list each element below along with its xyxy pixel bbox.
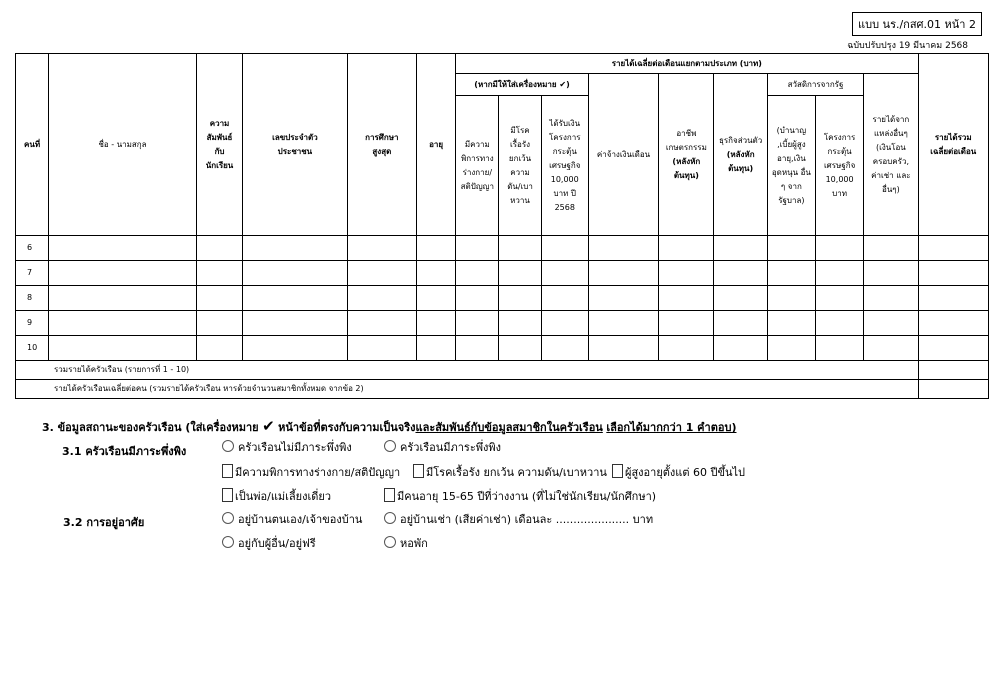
checkbox-icon[interactable] xyxy=(222,488,233,502)
option-no-dependents[interactable]: ครัวเรือนไม่มีภาระพึ่งพิง xyxy=(222,438,352,456)
row-number: 6 xyxy=(16,236,49,261)
radio-icon[interactable] xyxy=(384,536,396,548)
col-total-income: รายได้รวมเฉลี่ยต่อเดือน xyxy=(918,54,988,236)
option-own-house[interactable]: อยู่บ้านตนเอง/เจ้าของบ้าน xyxy=(222,510,362,528)
household-total-label: รวมรายได้ครัวเรือน (รายการที่ 1 - 10) xyxy=(16,361,919,380)
checkbox-icon[interactable] xyxy=(413,464,424,478)
option-disability[interactable]: มีความพิการทางร่างกาย/สติปัญญา xyxy=(222,463,400,481)
per-capita-row xyxy=(16,380,989,399)
household-total-row xyxy=(16,361,989,380)
option-single-parent[interactable]: เป็นพ่อ/แม่เลี้ยงเดี่ยว xyxy=(222,487,331,505)
section-3-title xyxy=(42,417,736,436)
table-row xyxy=(16,336,989,361)
col-business-note: (หลังหักต้นทุน) xyxy=(726,149,755,173)
radio-icon[interactable] xyxy=(222,536,234,548)
row-number: 7 xyxy=(16,261,49,286)
check-mark-icon: ✔ xyxy=(262,417,275,435)
col-disability: มีความพิการทางร่างกาย/สติปัญญา xyxy=(456,96,499,236)
section-3-title-a: 3. ข้อมูลสถานะของครัวเรือน (ใส่เครื่องหมาย xyxy=(42,421,259,434)
per-capita-value[interactable] xyxy=(918,380,988,399)
table-row xyxy=(16,286,989,311)
option-has-dependents[interactable]: ครัวเรือนมีภาระพึ่งพิง xyxy=(384,438,501,456)
col-chronic-disease: มีโรคเรื้อรัง ยกเว้นความดัน/เบาหวาน xyxy=(499,96,541,236)
col-age: อายุ xyxy=(417,54,456,236)
table-row xyxy=(16,261,989,286)
income-group-header: รายได้เฉลี่ยต่อเดือนแยกตามประเภท (บาท) xyxy=(456,54,918,74)
household-total-value[interactable] xyxy=(918,361,988,380)
option-chronic-disease[interactable]: มีโรคเรื้อรัง ยกเว้น ความดัน/เบาหวาน xyxy=(413,463,607,481)
option-elderly[interactable]: ผู้สูงอายุตั้งแต่ 60 ปีขึ้นไป xyxy=(612,463,745,481)
col-education: การศึกษาสูงสุด xyxy=(347,54,416,236)
col-pension: (บำนาญ ,เบี้ยผู้สูงอายุ,เงินอุดหนุน อื่น ๆ จากรัฐบาล) xyxy=(767,96,815,236)
section-3-title-d: เลือกได้มากกว่า 1 คำตอบ) xyxy=(606,421,737,434)
per-capita-label: รายได้ครัวเรือนเฉลี่ยต่อคน (รวมรายได้ครัวเรือน หารด้วยจำนวนสมาชิกทั้งหมด จากข้อ 2) xyxy=(16,380,919,399)
col-person-no: คนที่ xyxy=(16,54,49,236)
table-row xyxy=(16,311,989,336)
row-number: 9 xyxy=(16,311,49,336)
checkbox-icon[interactable] xyxy=(612,464,623,478)
section-3-title-c: และสัมพันธ์กับข้อมูลสมาชิกในครัวเรือน xyxy=(415,421,603,434)
col-national-id: เลขประจำตัวประชาชน xyxy=(243,54,348,236)
welfare-group-header: สวัสดิการจากรัฐ xyxy=(767,74,863,96)
form-code: แบบ นร./กสศ.01 หน้า 2 xyxy=(852,12,982,36)
checkbox-icon[interactable] xyxy=(384,488,395,502)
q32-label: 3.2 การอยู่อาศัย xyxy=(63,516,145,529)
col-stimulus-project: โครงการกระตุ้นเศรษฐกิจ 10,000 บาท xyxy=(815,96,863,236)
option-rent-house[interactable]: อยู่บ้านเช่า (เสียค่าเช่า) เดือนละ ..................... บาท xyxy=(384,510,653,528)
revision-date: ฉบับปรับปรุง 19 มีนาคม 2568 xyxy=(847,41,968,51)
radio-icon[interactable] xyxy=(222,440,234,452)
col-agriculture-label: อาชีพเกษตรกรรม xyxy=(665,128,707,152)
col-business xyxy=(714,74,767,236)
row-number: 8 xyxy=(16,286,49,311)
option-live-with-others[interactable]: อยู่กับผู้อื่น/อยู่ฟรี xyxy=(222,534,316,552)
col-name: ชื่อ - นามสกุล xyxy=(49,54,197,236)
col-other-income: รายได้จากแหล่งอื่นๆ (เงินโอนครอบครัว, ค่าเช่า และอื่นๆ) xyxy=(864,74,918,236)
col-relation: ความสัมพันธ์กับนักเรียน xyxy=(196,54,242,236)
row-number: 10 xyxy=(16,336,49,361)
col-wage: ค่าจ้างเงินเดือน xyxy=(588,74,658,236)
option-dormitory[interactable]: หอพัก xyxy=(384,534,428,552)
household-income-table xyxy=(15,53,989,399)
col-stimulus-received: ได้รับเงินโครงการกระตุ้นเศรษฐกิจ 10,000 บาท ปี 2568 xyxy=(541,96,588,236)
radio-icon[interactable] xyxy=(384,440,396,452)
checkbox-icon[interactable] xyxy=(222,464,233,478)
col-agriculture-note: (หลังหักต้นทุน) xyxy=(672,156,701,180)
radio-icon[interactable] xyxy=(222,512,234,524)
q31-label: 3.1 ครัวเรือนมีภาระพึ่งพิง xyxy=(62,445,187,458)
col-agriculture xyxy=(659,74,714,236)
option-unemployed[interactable]: มีคนอายุ 15-65 ปีที่ว่างงาน (ที่ไม่ใช่นักเรียน/นักศึกษา) xyxy=(384,487,656,505)
check-group-header: (หากมีให้ใส่เครื่องหมาย ✔) xyxy=(456,74,589,96)
radio-icon[interactable] xyxy=(384,512,396,524)
col-business-label: ธุรกิจส่วนตัว xyxy=(718,135,763,145)
section-3-title-b: หน้าข้อที่ตรงกับความเป็นจริง xyxy=(278,421,416,434)
table-row xyxy=(16,236,989,261)
